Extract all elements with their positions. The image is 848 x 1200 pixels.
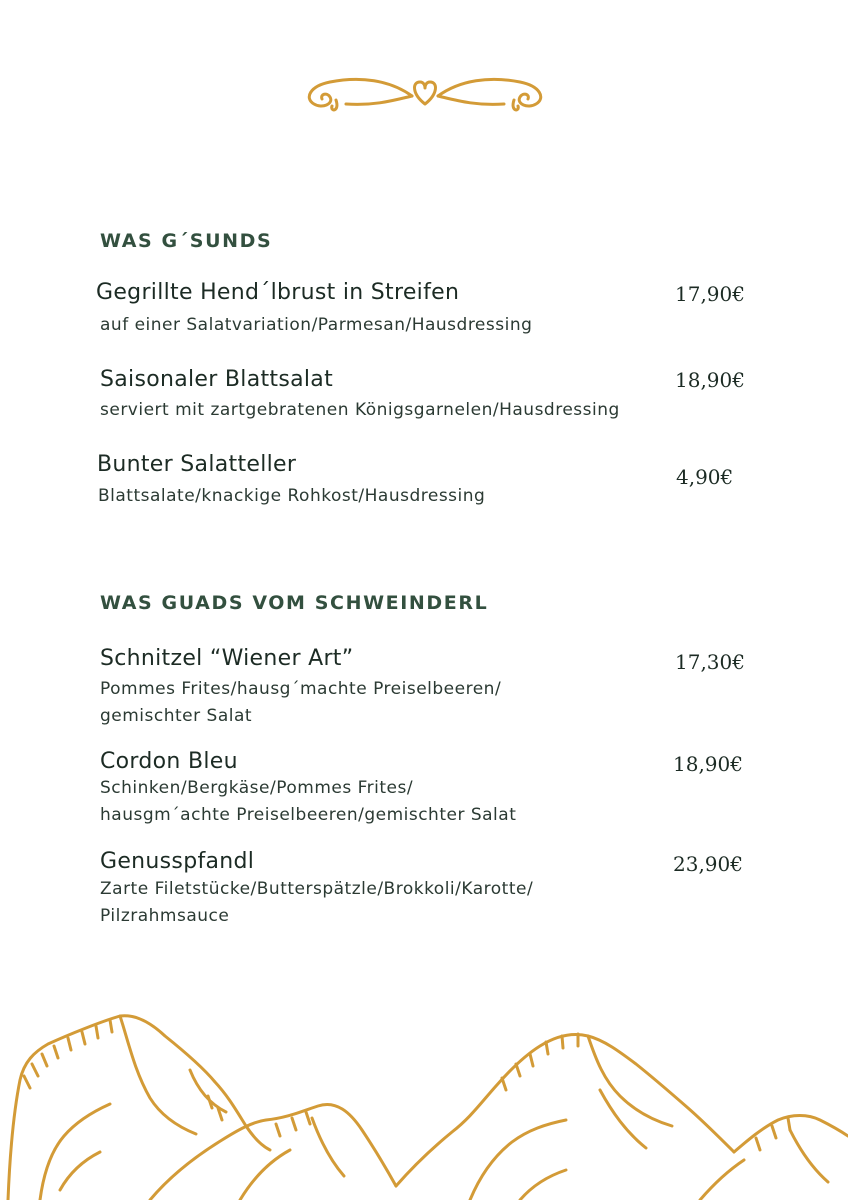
item-name: Bunter Salatteller [97, 452, 297, 477]
item-price: 18,90€ [673, 752, 743, 776]
item-name: Genusspfandl [100, 849, 255, 874]
item-description-line: serviert mit zartgebratenen Königsgarnelen/Hausdressing [100, 400, 620, 420]
item-description-line: Schinken/Bergkäse/Pommes Frites/ [100, 778, 414, 798]
item-description-line: gemischter Salat [100, 706, 253, 726]
section-title-pork: WAS GUADS VOM SCHWEINDERL [100, 592, 489, 614]
item-name: Cordon Bleu [100, 749, 238, 774]
item-description [100, 312, 690, 339]
item-name: Schnitzel “Wiener Art” [100, 646, 354, 671]
heart-flourish-icon [300, 70, 550, 118]
item-name: Saisonaler Blattsalat [100, 367, 333, 392]
item-description [100, 775, 690, 829]
item-price: 17,30€ [675, 650, 745, 674]
item-description-line: Blattsalate/knackige Rohkost/Hausdressing [98, 486, 486, 506]
item-description-line: hausgm´achte Preiselbeeren/gemischter Salat [100, 805, 517, 825]
item-description-line: Pilzrahmsauce [100, 906, 230, 926]
item-description-line: auf einer Salatvariation/Parmesan/Hausdressing [100, 315, 533, 335]
mountain-range-illustration [0, 1000, 848, 1200]
item-price: 17,90€ [675, 282, 745, 306]
item-price: 23,90€ [673, 852, 743, 876]
item-description [98, 483, 688, 510]
section-title-salads: WAS G´SUNDS [100, 230, 273, 252]
item-description [100, 397, 690, 424]
item-description-line: Pommes Frites/hausg´machte Preiselbeeren/ [100, 679, 502, 699]
item-price: 18,90€ [675, 368, 745, 392]
item-description [100, 676, 690, 730]
item-description [100, 876, 690, 930]
item-name: Gegrillte Hend´lbrust in Streifen [96, 280, 460, 305]
item-price: 4,90€ [676, 465, 734, 489]
item-description-line: Zarte Filetstücke/Butterspätzle/Brokkoli/Karotte/ [100, 879, 534, 899]
